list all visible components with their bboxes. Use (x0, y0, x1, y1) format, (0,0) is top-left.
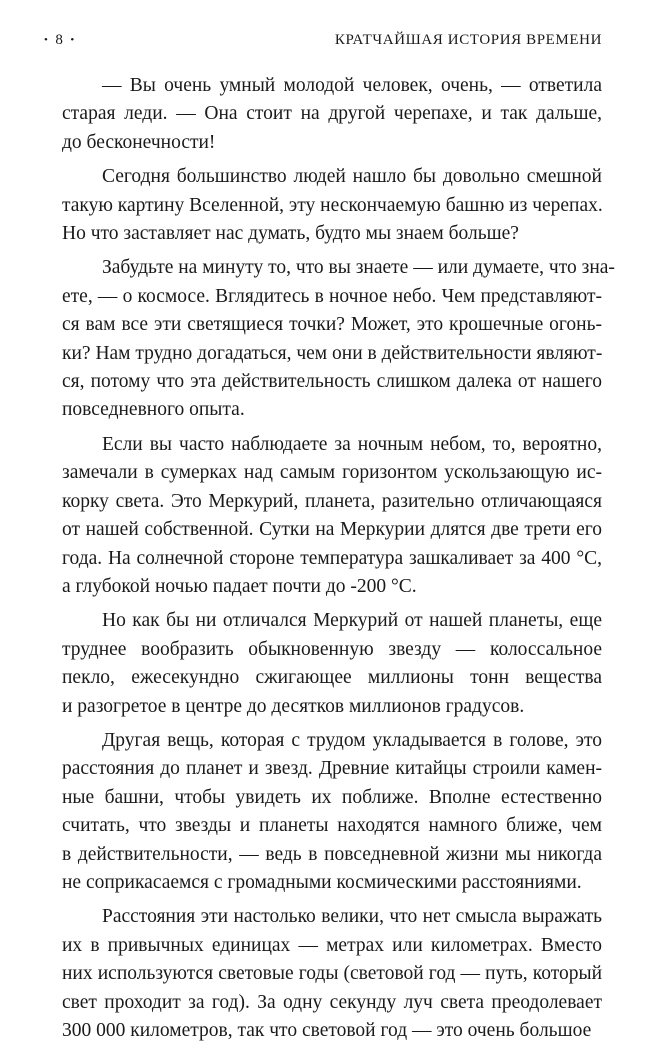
text-line: ете, — о космосе. Вглядитесь в ночное небо. Чем представляют- (62, 285, 602, 307)
text-line: а глубокой ночью падает почти до -200 °C. (62, 575, 417, 597)
body-text (62, 72, 615, 1051)
paragraph (62, 163, 602, 248)
text-line: ные башни, чтобы увидеть их поближе. Вполне естественно (62, 786, 602, 808)
running-title: КРАТЧАЙШАЯ ИСТОРИЯ ВРЕМЕНИ (334, 31, 602, 48)
text-line: труднее вообразить обыкновенную звезду — колоссальное (62, 638, 602, 660)
page-header (44, 28, 602, 52)
text-line: и разогретое в центре до десятков миллионов градусов. (62, 695, 525, 717)
text-line: ся, потому что эта действительность слишком далека от нашего (62, 371, 602, 393)
paragraph (62, 431, 602, 601)
text-line: замечали в сумерках над самым горизонтом ускользающую ис- (62, 462, 602, 484)
text-line: от нашей собственной. Сутки на Меркурии длятся две трети его (62, 519, 602, 541)
text-line: ки? Нам трудно догадаться, чем они в действительности являют- (62, 342, 603, 364)
bullet-left: • (44, 34, 49, 46)
folio (44, 32, 75, 49)
text-line: — Вы очень умный молодой человек, очень, — ответила (102, 75, 602, 96)
text-line: свет проходит за год). За одну секунду луч света преодолевает (62, 991, 602, 1013)
text-line: Сегодня большинство людей нашло бы довольно смешной (102, 166, 602, 188)
text-line: Но как бы ни отличался Меркурий от нашей планеты, еще (102, 610, 602, 632)
paragraph (62, 254, 615, 424)
text-line: повседневного опыта. (62, 399, 245, 421)
text-line: расстояния до планет и звезд. Древние китайцы строили камен- (62, 758, 602, 780)
text-line: в действительности, — ведь в повседневной жизни мы никогда (62, 843, 602, 865)
page-number: 8 (55, 31, 64, 48)
text-line: до бесконечности! (62, 131, 216, 153)
text-line: Другая вещь, которая с трудом укладывается в голове, это (102, 729, 602, 751)
text-line: считать, что звезды и планеты находятся намного ближе, чем (62, 815, 602, 837)
text-line: Но что заставляет нас думать, будто мы знаем больше? (62, 223, 519, 245)
text-line: года. На солнечной стороне температура зашкаливает за 400 °C, (62, 547, 602, 569)
text-line: Если вы часто наблюдаете за ночным небом, то, вероятно, (102, 433, 602, 455)
text-line: Забудьте на минуту то, что вы знаете — или думаете, что зна- (102, 257, 615, 279)
paragraph (62, 607, 602, 721)
paragraph (62, 903, 602, 1045)
text-line: пекло, ежесекундно сжигающее миллионы тонн вещества (62, 667, 602, 689)
text-line: 300 000 километров, так что световой год — это очень большое (62, 1020, 592, 1041)
bullet-right: • (70, 34, 75, 46)
text-line: старая леди. — Она стоит на другой черепахе, и так дальше, (62, 103, 602, 125)
text-line: ся вам все эти светящиеся точки? Может, это крошечные огонь- (62, 314, 602, 336)
text-line: не соприкасаемся с громадными космическими расстояниями. (62, 871, 582, 893)
text-line: них используются световые годы (световой год — путь, который (62, 963, 602, 985)
text-line: такую картину Вселенной, эту нескончаемую башню из черепах. (62, 194, 603, 216)
paragraph (62, 727, 602, 897)
paragraph (62, 72, 602, 157)
text-line: их в привычных единицах — метрах или километрах. Вместо (62, 934, 602, 956)
text-line: Расстояния эти настолько велики, что нет смысла выражать (102, 906, 602, 928)
text-line: корку света. Это Меркурий, планета, разительно отличающаяся (62, 490, 602, 512)
